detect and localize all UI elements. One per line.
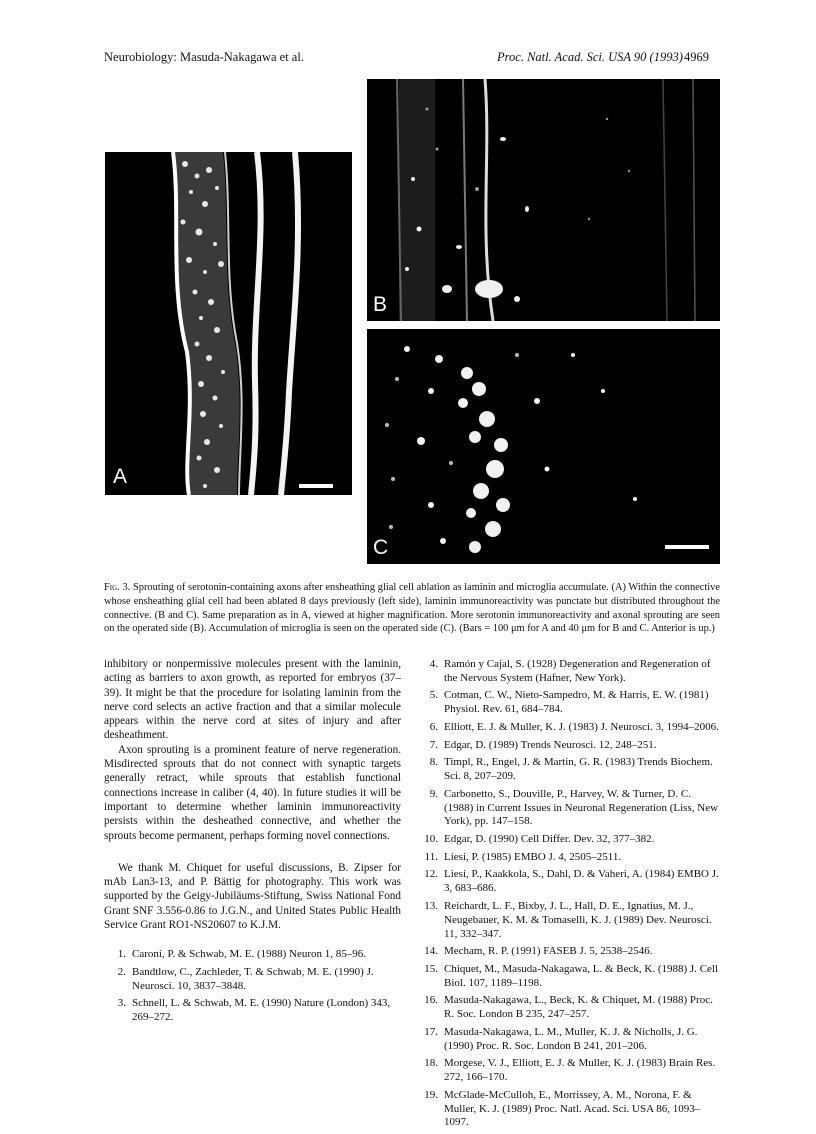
reference-list-left — [104, 948, 404, 1029]
reference-number: 7. — [429, 738, 438, 751]
reference-item — [416, 963, 722, 991]
scale-bar-c — [665, 545, 709, 549]
micrograph-b — [367, 79, 720, 321]
reference-item — [416, 1089, 722, 1130]
reference-item — [416, 756, 722, 784]
reference-item — [416, 1026, 722, 1054]
reference-number: 18. — [424, 1057, 438, 1070]
reference-number: 3. — [117, 997, 126, 1010]
reference-text: Edgar, D. (1989) Trends Neurosci. 12, 248–251. — [444, 738, 657, 751]
reference-item — [416, 833, 722, 847]
reference-text: Caroni, P. & Schwab, M. E. (1988) Neuron 1, 85–96. — [132, 948, 367, 960]
reference-item — [416, 721, 722, 735]
reference-number: 9. — [429, 787, 438, 800]
reference-text: Morgese, V. J., Elliott, E. J. & Muller, K. J. (1983) Brain Res. 272, 166–170. — [444, 1057, 716, 1084]
reference-item — [416, 900, 722, 941]
reference-number: 12. — [424, 868, 438, 881]
reference-item — [416, 658, 722, 686]
panel-label-a: A — [113, 465, 128, 488]
reference-number: 8. — [429, 756, 438, 769]
running-header-journal: Proc. Natl. Acad. Sci. USA 90 (1993) — [497, 50, 683, 64]
reference-number: 4. — [429, 658, 438, 670]
reference-number: 14. — [424, 945, 438, 958]
body-text-column — [104, 657, 401, 932]
reference-text: Masuda-Nakagawa, L. M., Muller, K. J. & Nicholls, J. G. (1990) Proc. R. Soc. London B 241, 201–206. — [444, 1025, 698, 1052]
reference-item — [416, 739, 722, 753]
reference-text: Liesi, P., Kaakkola, S., Dahl, D. & Vaheri, A. (1984) EMBO J. 3, 683–686. — [444, 868, 719, 895]
figure-caption-label: Fig. 3. — [104, 582, 131, 593]
micrograph-c — [367, 329, 720, 564]
panel-label-c: C — [373, 536, 389, 559]
reference-number: 13. — [424, 899, 438, 912]
reference-number: 10. — [424, 833, 438, 846]
reference-item — [416, 788, 722, 829]
reference-text: Schnell, L. & Schwab, M. E. (1990) Nature (London) 343, 269–272. — [132, 997, 391, 1024]
body-paragraph: Axon sprouting is a prominent feature of nerve regeneration. Misdirected sprouts that do not connect with synaptic targets generally retract, while sprouts that establish functional connections increase in caliber (4, 40). In future studies it will be important to determine whether laminin immunoreactivity persists within the desheathed connective, and whether the sprouts become permanent, perhaps forming novel connections. — [104, 743, 401, 842]
figure-panel-a — [105, 152, 352, 495]
reference-number: 15. — [424, 962, 438, 975]
body-paragraph: inhibitory or nonpermissive molecules present with the laminin, acting as barriers to axon growth, as reported for embryos (37–39). It might be that the procedure for isolating laminin from the nerve cord selects an active fraction and that a similar molecule appears within the nerve cord at sites of injury and after desheathment. — [104, 658, 401, 742]
reference-text: Masuda-Nakagawa, L., Beck, K. & Chiquet, M. (1988) Proc. R. Soc. London B 235, 247–257. — [444, 994, 713, 1021]
reference-number: 1. — [117, 948, 126, 960]
reference-text: Bandtlow, C., Zachleder, T. & Schwab, M. E. (1990) J. Neurosci. 10, 3837–3848. — [132, 965, 374, 992]
reference-text: Elliott, E. J. & Muller, K. J. (1983) J. Neurosci. 3, 1994–2006. — [444, 720, 719, 733]
reference-number: 6. — [429, 720, 438, 733]
reference-number: 5. — [429, 689, 438, 702]
acknowledgments: We thank M. Chiquet for useful discussions, B. Zipser for mAb Lan3-13, and P. Bättig for photography. This work was supported by the Geigy-Jubiläums-Stiftung, Swiss National Fond Grant SNF 3.556-0.86 to J.G.N., and United States Public Health Service Grant RO1-NS20607 to K.J.M. — [104, 861, 401, 932]
reference-item — [416, 851, 722, 865]
figure-caption-text: Sprouting of serotonin-containing axons after ensheathing glial cell ablation as laminin and microglia accumulate. (A) Within the connective whose ensheathing glial cell had been ablated 8 days previously (left side), laminin immunoreactivity was punctate but distributed throughout the connective. (B and C). Same preparation as in A, viewed at higher magnification. More serotonin immunoreactivity and axonal sprouting are seen on the operated side (B). Accumulation of microglia is seen on the operated side (C). (Bars = 100 μm for A and 40 μm for B and C. Anterior is up.) — [104, 582, 720, 635]
reference-text: McGlade-McCulloh, E., Morrissey, A. M., Norona, F. & Muller, K. J. (1989) Proc. Natl. Acad. Sci. USA 86, 1093–1097. — [444, 1088, 701, 1129]
reference-item — [416, 945, 722, 959]
reference-item — [104, 997, 404, 1025]
reference-number: 17. — [424, 1025, 438, 1038]
reference-list-right — [416, 658, 722, 1134]
reference-text: Mecham, R. P. (1991) FASEB J. 5, 2538–2546. — [444, 945, 653, 958]
micrograph-a — [105, 152, 352, 495]
reference-text: Carbonetto, S., Douville, P., Harvey, W. & Turner, D. C. (1988) in Current Issues in Neuronal Regeneration (Liss, New York), pp. 147–158. — [444, 787, 719, 828]
figure-panel-c — [367, 329, 720, 564]
figure-caption — [104, 581, 720, 636]
reference-item — [416, 868, 722, 896]
page-number: 4969 — [684, 50, 709, 64]
reference-item — [416, 689, 722, 717]
reference-text: Timpl, R., Engel, J. & Martin, G. R. (1983) Trends Biochem. Sci. 8, 207–209. — [444, 756, 713, 783]
figure-panel-b — [367, 79, 720, 321]
reference-text: Cotman, C. W., Nieto-Sampedro, M. & Harris, E. W. (1981) Physiol. Rev. 61, 684–784. — [444, 689, 709, 716]
reference-text: Chiquet, M., Masuda-Nakagawa, L. & Beck, K. (1988) J. Cell Biol. 107, 1189–1198. — [444, 962, 719, 989]
reference-item — [416, 994, 722, 1022]
reference-text: Liesi, P. (1985) EMBO J. 4, 2505–2511. — [444, 850, 622, 863]
reference-number: 2. — [117, 965, 126, 978]
reference-number: 19. — [424, 1088, 438, 1101]
reference-text: Reichardt, L. F., Bixby, J. L., Hall, D. E., Ignatius, M. J., Neugebauer, K. M. & Tomaselli, K. J. (1989) Dev. Neurosci. 11, 332–347. — [444, 899, 712, 940]
reference-number: 11. — [424, 850, 438, 863]
reference-number: 16. — [424, 994, 438, 1007]
reference-item — [416, 1057, 722, 1085]
reference-text: Edgar, D. (1990) Cell Differ. Dev. 32, 377–382. — [444, 833, 655, 846]
scale-bar-a — [299, 484, 333, 488]
reference-item — [104, 966, 404, 994]
reference-item — [104, 948, 404, 962]
running-header-authors: Neurobiology: Masuda-Nakagawa et al. — [104, 50, 304, 64]
reference-text: Ramón y Cajal, S. (1928) Degeneration and Regeneration of the Nervous System (Hafner, New York). — [444, 658, 711, 684]
panel-label-b: B — [373, 293, 388, 316]
